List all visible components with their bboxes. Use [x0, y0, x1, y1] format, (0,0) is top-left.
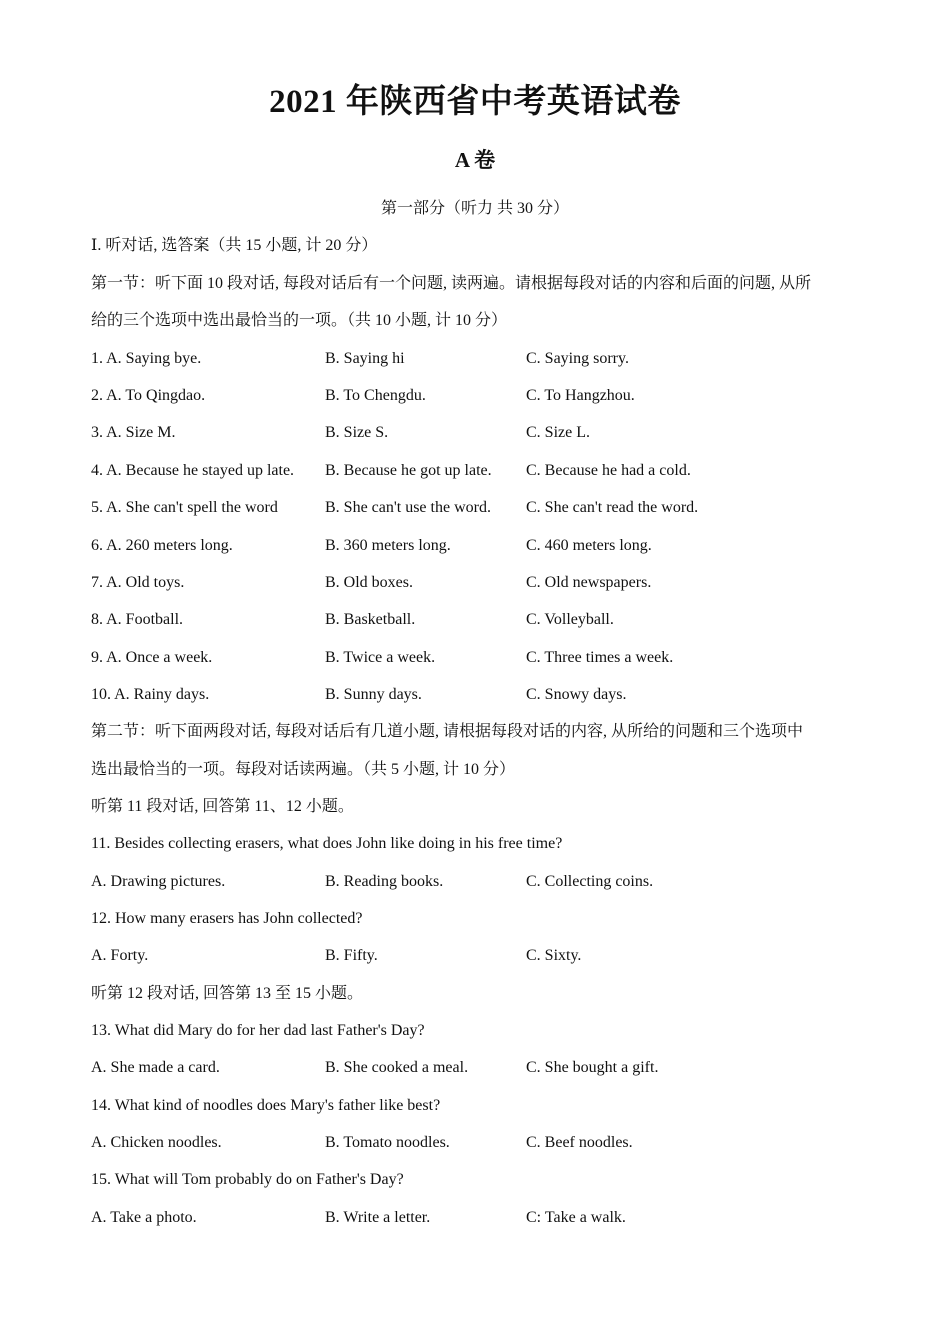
option-c: C. Snowy days. [526, 686, 627, 703]
question-13-stem: 13. What did Mary do for her dad last Father's Day? [91, 1022, 425, 1039]
option-c: C. Size L. [526, 424, 590, 441]
section-i-heading: Ⅰ. 听对话, 选答案（共 15 小题, 计 20 分） [91, 237, 378, 254]
option-a: 10. A. Rainy days. [91, 686, 210, 703]
option-b: B. Basketball. [325, 611, 416, 628]
option-a: A. Drawing pictures. [91, 873, 226, 890]
option-b: B. Sunny days. [325, 686, 422, 703]
option-c: C. Three times a week. [526, 649, 674, 666]
option-c: C. Old newspapers. [526, 574, 652, 591]
option-a: 1. A. Saying bye. [91, 350, 202, 367]
question-11-stem: 11. Besides collecting erasers, what does John like doing in his free time? [91, 835, 563, 852]
option-a: A. She made a card. [91, 1059, 220, 1076]
question-14-stem: 14. What kind of noodles does Mary's father like best? [91, 1097, 441, 1114]
question-12-stem: 12. How many erasers has John collected? [91, 910, 363, 927]
option-b: B. Because he got up late. [325, 462, 492, 479]
option-c: C. Volleyball. [526, 611, 614, 628]
option-a: 7. A. Old toys. [91, 574, 185, 591]
section2-instruction-line: 第二节：听下面两段对话, 每段对话后有几道小题, 请根据每段对话的内容, 从所给的问题和三个选项中 [91, 723, 804, 740]
option-a: A. Chicken noodles. [91, 1134, 222, 1151]
option-c: C. To Hangzhou. [526, 387, 635, 404]
option-a: 5. A. She can't spell the word [91, 499, 278, 516]
option-a: 2. A. To Qingdao. [91, 387, 206, 404]
section1-instruction-line: 第一节：听下面 10 段对话, 每段对话后有一个问题, 读两遍。请根据每段对话的内容和后面的问题, 从所 [91, 275, 812, 292]
option-b: B. To Chengdu. [325, 387, 426, 404]
option-b: B. She can't use the word. [325, 499, 491, 516]
option-b: B. Twice a week. [325, 649, 436, 666]
option-c: C. Saying sorry. [526, 350, 629, 367]
dialogue-12-intro: 听第 12 段对话, 回答第 13 至 15 小题。 [91, 985, 364, 1002]
option-c: C: Take a walk. [526, 1209, 626, 1226]
question-15-stem: 15. What will Tom probably do on Father's Day? [91, 1171, 404, 1188]
option-b: B. Reading books. [325, 873, 444, 890]
part-one-heading: 第一部分（听力 共 30 分） [380, 200, 569, 217]
option-c: C. 460 meters long. [526, 537, 652, 554]
dialogue-11-intro: 听第 11 段对话, 回答第 11、12 小题。 [91, 798, 354, 815]
section2-instruction-line: 选出最恰当的一项。每段对话读两遍。（共 5 小题, 计 10 分） [91, 761, 516, 778]
option-b: B. Write a letter. [325, 1209, 431, 1226]
option-a: 6. A. 260 meters long. [91, 537, 233, 554]
option-b: B. Old boxes. [325, 574, 413, 591]
option-a: 4. A. Because he stayed up late. [91, 462, 295, 479]
paper-subtitle: A 卷 [454, 148, 496, 172]
option-c: C. Sixty. [526, 947, 582, 964]
option-b: B. Saying hi [325, 350, 405, 367]
option-b: B. Tomato noodles. [325, 1134, 450, 1151]
option-b: B. 360 meters long. [325, 537, 451, 554]
option-a: 9. A. Once a week. [91, 649, 213, 666]
option-c: C. Beef noodles. [526, 1134, 633, 1151]
option-a: 8. A. Football. [91, 611, 184, 628]
option-c: C. Collecting coins. [526, 873, 654, 890]
page-title: 2021 年陕西省中考英语试卷 [269, 84, 681, 120]
option-a: A. Forty. [91, 947, 149, 964]
option-a: 3. A. Size M. [91, 424, 176, 441]
option-c: C. She can't read the word. [526, 499, 699, 516]
option-b: B. She cooked a meal. [325, 1059, 469, 1076]
option-a: A. Take a photo. [91, 1209, 197, 1226]
option-b: B. Fifty. [325, 947, 378, 964]
section1-instruction-line: 给的三个选项中选出最恰当的一项。（共 10 小题, 计 10 分） [91, 312, 508, 329]
option-c: C. Because he had a cold. [526, 462, 691, 479]
option-c: C. She bought a gift. [526, 1059, 659, 1076]
option-b: B. Size S. [325, 424, 389, 441]
